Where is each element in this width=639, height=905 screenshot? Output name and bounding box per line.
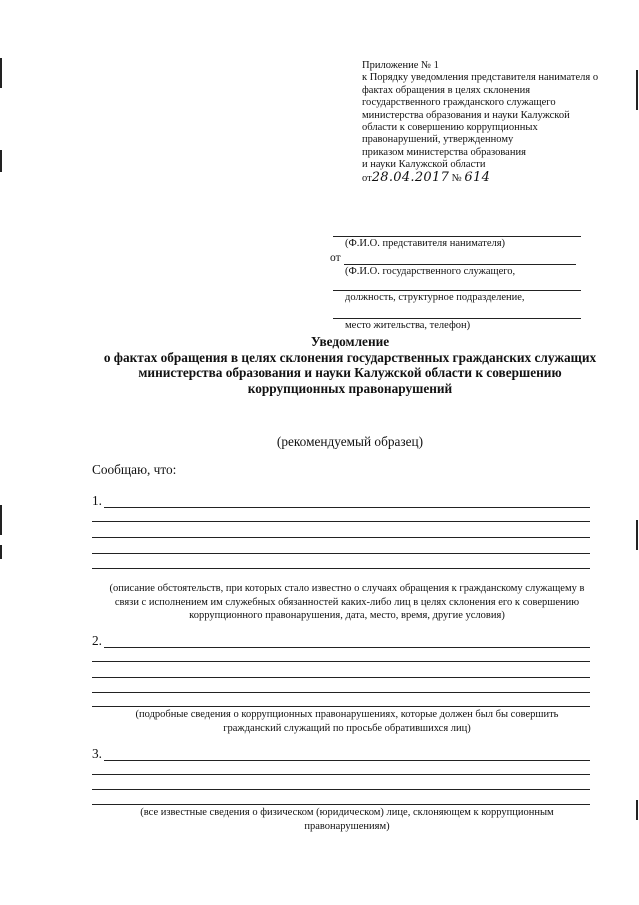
fill-line[interactable] <box>92 677 590 678</box>
number-prefix: № <box>451 172 462 184</box>
handwritten-number: 614 <box>464 169 491 185</box>
fill-line[interactable] <box>92 553 590 554</box>
address-caption: место жительства, телефон) <box>345 320 471 331</box>
description-line: коррупционного правонарушения, дата, место, время, другие условия) <box>189 610 505 621</box>
section3-description <box>88 806 606 833</box>
fill-line[interactable] <box>92 521 590 522</box>
description-line: правонарушениям) <box>304 820 390 832</box>
description-line: (подробные сведения о коррупционных правонарушениях, которые должен был бы совершить <box>135 709 559 720</box>
employee-name-line[interactable] <box>344 264 576 265</box>
fill-line[interactable] <box>92 537 590 538</box>
document-subtitle: (рекомендуемый образец) <box>276 434 424 449</box>
description-line: связи с исполнением им служебных обязанностей каких-либо лиц в целях склонения его к совершению <box>114 596 580 608</box>
title-line: министерства образования и науки Калужской области к совершению <box>138 365 562 381</box>
section-number: 1. <box>92 493 102 508</box>
date-prefix: от <box>362 172 372 184</box>
appendix-line: государственного гражданского служащего <box>362 97 556 109</box>
position-line[interactable] <box>333 290 581 291</box>
from-label: от <box>330 252 341 264</box>
title-line: о фактах обращения в целях склонения государственных гражданских служащих <box>103 349 597 365</box>
scan-edge-mark <box>636 800 638 820</box>
employer-caption: (Ф.И.О. представителя нанимателя) <box>345 238 506 249</box>
scan-edge-mark <box>0 58 2 88</box>
appendix-line: фактах обращения в целях склонения <box>362 84 531 96</box>
description-line: гражданский служащий по просьбе обратившихся лиц) <box>223 722 471 734</box>
description-line: (описание обстоятельств, при которых стало известно о случаях обращения к гражданскому служащему в <box>109 583 585 594</box>
appendix-date-line <box>362 169 612 185</box>
section-number: 3. <box>92 746 102 761</box>
section1-description <box>88 582 606 623</box>
title-line: Уведомление <box>310 334 390 349</box>
position-caption: должность, структурное подразделение, <box>345 292 525 303</box>
fill-line[interactable] <box>104 507 590 508</box>
intro-text: Сообщаю, что: <box>92 462 177 477</box>
appendix-line: к Порядку уведомления представителя нанимателя о <box>362 72 599 84</box>
fill-line[interactable] <box>92 789 590 790</box>
section2-description <box>88 708 606 735</box>
fill-line[interactable] <box>92 706 590 707</box>
employee-caption: (Ф.И.О. государственного служащего, <box>345 266 516 277</box>
document-title <box>90 334 610 396</box>
scan-edge-mark <box>0 505 2 535</box>
employer-name-line[interactable] <box>333 236 581 237</box>
appendix-block <box>362 60 612 185</box>
fill-line[interactable] <box>92 692 590 693</box>
fill-line[interactable] <box>104 760 590 761</box>
fill-line[interactable] <box>92 804 590 805</box>
fill-line[interactable] <box>104 647 590 648</box>
fill-line[interactable] <box>92 661 590 662</box>
section-number: 2. <box>92 633 102 648</box>
handwritten-date: 28.04.2017 <box>371 169 450 185</box>
fill-line[interactable] <box>92 568 590 569</box>
description-line: (все известные сведения о физическом (юридическом) лице, склоняющем к коррупционным <box>140 807 554 818</box>
scan-edge-mark <box>0 545 2 559</box>
appendix-line: министерства образования и науки Калужской <box>362 109 570 121</box>
address-line[interactable] <box>333 318 581 319</box>
appendix-line: области к совершению коррупционных <box>362 122 538 134</box>
appendix-line: приказом министерства образования <box>362 146 526 158</box>
appendix-line: правонарушений, утвержденному <box>362 134 514 146</box>
fill-line[interactable] <box>92 774 590 775</box>
scan-edge-mark <box>636 70 638 110</box>
title-line: коррупционных правонарушений <box>247 380 453 396</box>
scan-edge-mark <box>636 520 638 550</box>
appendix-line: Приложение № 1 <box>362 60 439 71</box>
appendix-line: и науки Калужской области <box>362 159 486 171</box>
scan-edge-mark <box>0 150 2 172</box>
